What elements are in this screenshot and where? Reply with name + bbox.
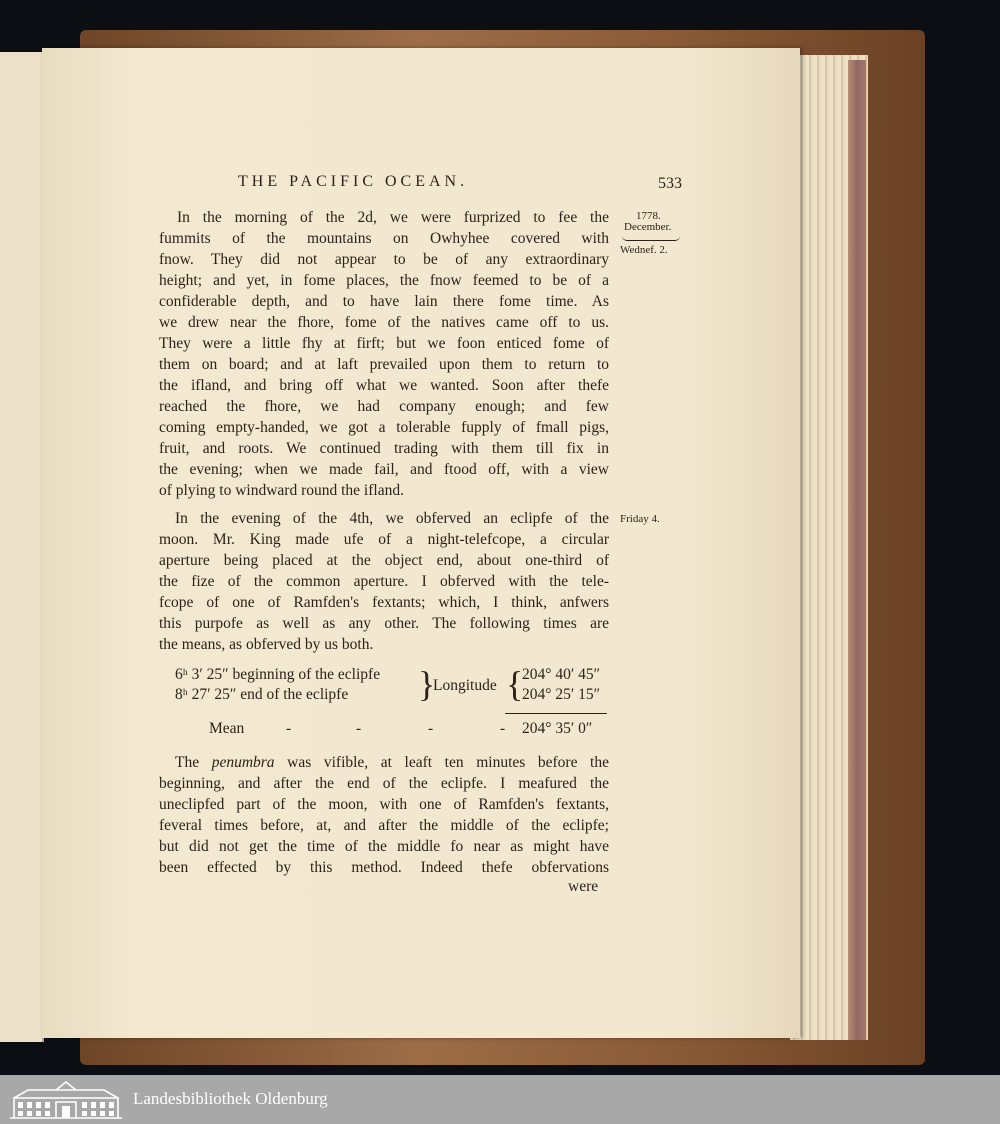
page-number: 533	[658, 175, 682, 192]
text-suffix: was vifible, at leaft ten minutes before the	[274, 754, 609, 771]
mean-dash: -	[356, 720, 362, 737]
margin-date-wednesday: Wednef. 2.	[620, 244, 668, 256]
margin-year: 1778.	[636, 210, 661, 222]
marbled-edge	[848, 60, 866, 1040]
left-page-edge	[0, 52, 44, 1042]
text-line: They were a little fhy at firft; but we foon enticed fome of	[159, 335, 609, 352]
library-name: Landesbibliothek Oldenburg	[133, 1089, 328, 1108]
text-line: In the morning of the 2d, we were furprized to fee the	[177, 209, 609, 226]
paragraph-eclipse	[159, 508, 609, 655]
left-brace: }	[418, 664, 436, 704]
italic-term: penumbra	[211, 754, 275, 771]
text-line: fnow. They did not appear to be of any extraordinary	[159, 251, 609, 268]
text-line: the fize of the common aperture. I obferved with the tele-	[159, 573, 609, 590]
longitude-value-begin: 204° 40′ 45″	[522, 666, 601, 683]
text-line: of plying to windward round the ifland.	[159, 482, 404, 499]
text-line: uneclipfed part of the moon, with one of Ramfden's fextants,	[159, 796, 609, 813]
longitude-value-end: 204° 25′ 15″	[522, 686, 601, 703]
sum-rule	[505, 713, 607, 714]
running-head: THE PACIFIC OCEAN.	[238, 173, 469, 190]
mean-dash: -	[500, 720, 506, 737]
paragraph-morning	[159, 207, 609, 501]
text-line: we drew near the fhore, fome of the natives came off to us.	[159, 314, 609, 331]
eclipse-end-time: 8ʰ 27′ 25″ end of the eclipfe	[175, 686, 349, 703]
text-line: reached the fhore, we had company enough; and few	[159, 398, 609, 415]
text-line: In the evening of the 4th, we obferved an eclipfe of the	[175, 510, 609, 527]
margin-date-friday: Friday 4.	[620, 513, 660, 525]
eclipse-begin-time: 6ʰ 3′ 25″ beginning of the eclipfe	[175, 666, 381, 683]
mean-label: Mean	[209, 720, 245, 737]
text-line: feveral times before, at, and after the middle of the eclipfe;	[159, 817, 609, 834]
text-line: them on board; and at laft prevailed upon them to return to	[159, 356, 609, 373]
text-line: fcope of one of Ramfden's fextants; which, I think, anfwers	[159, 594, 609, 611]
text-line	[159, 752, 609, 773]
text-line: beginning, and after the end of the eclipfe. I meafured the	[159, 775, 609, 792]
text-line: coming empty-handed, we got a tolerable fupply of fmall pigs,	[159, 419, 609, 436]
catchword: were	[568, 878, 599, 895]
right-brace: {	[506, 664, 524, 704]
text-line: moon. Mr. King made ufe of a night-telefcope, a circular	[159, 531, 609, 548]
margin-brace	[622, 236, 680, 241]
text-line: the evening; when we made fail, and ftood off, with a view	[159, 461, 609, 478]
longitude-label: Longitude	[433, 677, 497, 694]
library-footer	[0, 1075, 1000, 1124]
paragraph-penumbra	[159, 752, 609, 878]
text-line: fruit, and roots. We continued trading with them till fix in	[159, 440, 609, 457]
text-line: the means, as obferved by us both.	[159, 636, 374, 653]
text-line: been effected by this method. Indeed thefe obfervations	[159, 859, 609, 876]
mean-value: 204° 35′ 0″	[522, 720, 593, 737]
text-line: the ifland, and bring off what we wanted. Soon after thefe	[159, 377, 609, 394]
margin-month: December.	[624, 221, 672, 233]
text-prefix: The	[175, 754, 212, 771]
text-line: this purpofe as well as any other. The following times are	[159, 615, 609, 632]
text-line: confiderable depth, and to have lain there fome time. As	[159, 293, 609, 310]
mean-dash: -	[428, 720, 434, 737]
library-building-icon	[8, 1080, 124, 1120]
text-line: height; and yet, in fome places, the fnow feemed to be of a	[159, 272, 609, 289]
text-line: but did not get the time of the middle fo near as might have	[159, 838, 609, 855]
text-line: fummits of the mountains on Owhyhee covered with	[159, 230, 609, 247]
text-line: aperture being placed at the object end, about one-third of	[159, 552, 609, 569]
mean-dash: -	[286, 720, 292, 737]
